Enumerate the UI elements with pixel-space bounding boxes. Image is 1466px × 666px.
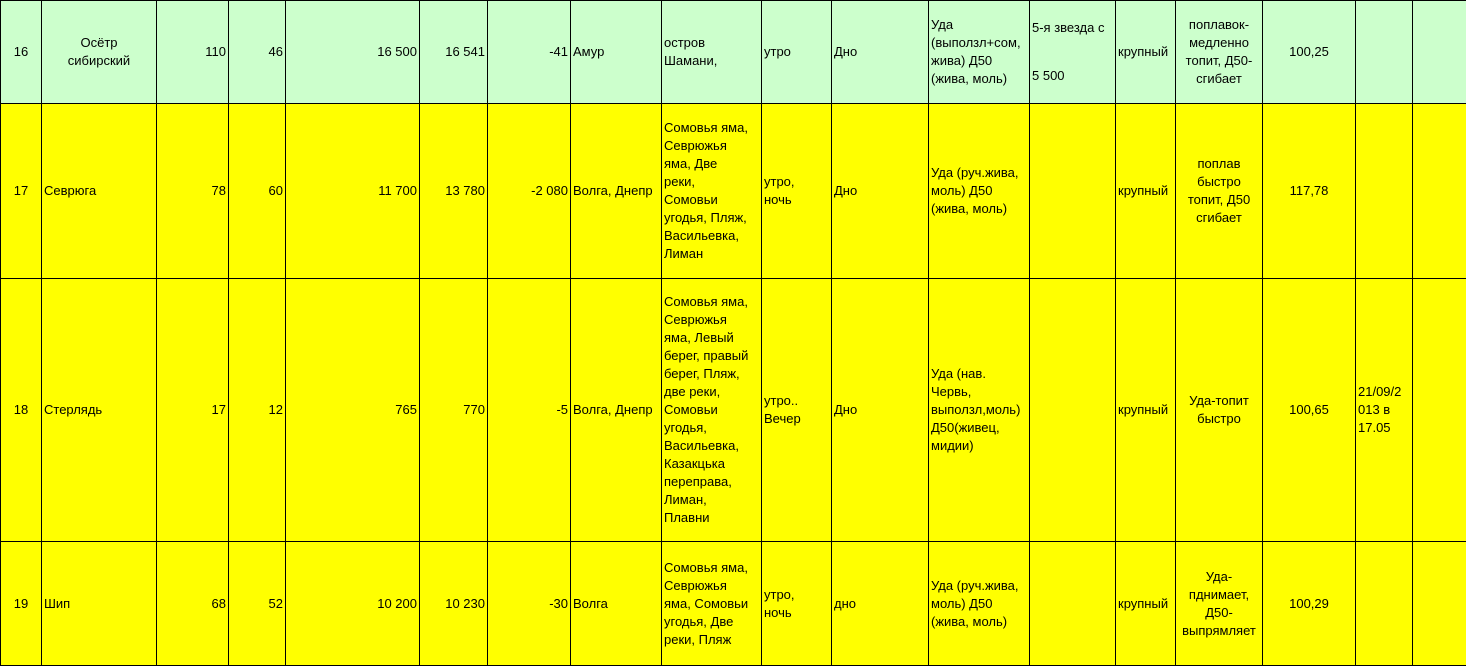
cell-date[interactable] <box>1356 1 1413 104</box>
cell-behavior[interactable]: Уда- пднимает, Д50- выпрямляет <box>1176 542 1263 666</box>
cell-v4[interactable]: 770 <box>420 279 488 542</box>
cell-name[interactable]: Стерлядь <box>42 279 157 542</box>
cell-time[interactable]: утро <box>762 1 832 104</box>
cell-v4[interactable]: 16 541 <box>420 1 488 104</box>
cell-river[interactable]: Волга, Днепр <box>571 279 662 542</box>
cell-depth[interactable]: дно <box>832 542 929 666</box>
cell-num[interactable]: 17 <box>1 104 42 279</box>
cell-v3[interactable]: 16 500 <box>286 1 420 104</box>
table-row <box>1 279 1466 542</box>
cell-extra[interactable] <box>1413 104 1466 279</box>
cell-v1[interactable]: 17 <box>157 279 229 542</box>
cell-v1[interactable]: 68 <box>157 542 229 666</box>
cell-v3[interactable]: 765 <box>286 279 420 542</box>
cell-places[interactable]: Сомовья яма, Севрюжья яма, Сомовьи угодья, Две реки, Пляж <box>662 542 762 666</box>
cell-tackle[interactable]: Уда (руч.жива, моль) Д50 (жива, моль) <box>929 104 1030 279</box>
cell-v3[interactable]: 11 700 <box>286 104 420 279</box>
cell-behavior[interactable]: поплавок- медленно топит, Д50- сгибает <box>1176 1 1263 104</box>
cell-num[interactable]: 18 <box>1 279 42 542</box>
cell-date[interactable]: 21/09/2 013 в 17.05 <box>1356 279 1413 542</box>
cell-extra[interactable] <box>1413 1 1466 104</box>
cell-behavior[interactable]: Уда-топит быстро <box>1176 279 1263 542</box>
cell-places[interactable]: Сомовья яма, Севрюжья яма, Левый берег, правый берег, Пляж, две реки, Сомовьи угодья, Васильевка, Казакцька переправа, Лиман, Плавни <box>662 279 762 542</box>
cell-diff[interactable]: -2 080 <box>488 104 571 279</box>
cell-size[interactable]: крупный <box>1116 1 1176 104</box>
cell-num[interactable]: 16 <box>1 1 42 104</box>
cell-ratio[interactable]: 100,65 <box>1263 279 1356 542</box>
cell-ratio[interactable]: 100,25 <box>1263 1 1356 104</box>
cell-river[interactable]: Волга, Днепр <box>571 104 662 279</box>
cell-v4[interactable]: 13 780 <box>420 104 488 279</box>
cell-diff[interactable]: -41 <box>488 1 571 104</box>
cell-v2[interactable]: 46 <box>229 1 286 104</box>
cell-v2[interactable]: 12 <box>229 279 286 542</box>
cell-v2[interactable]: 52 <box>229 542 286 666</box>
cell-extra[interactable] <box>1413 279 1466 542</box>
cell-depth[interactable]: Дно <box>832 1 929 104</box>
cell-diff[interactable]: -30 <box>488 542 571 666</box>
cell-name[interactable]: Осётр сибирский <box>42 1 157 104</box>
cell-time[interactable]: утро, ночь <box>762 542 832 666</box>
cell-size[interactable]: крупный <box>1116 104 1176 279</box>
cell-tackle[interactable]: Уда (выползл+сом, жива) Д50 (жива, моль) <box>929 1 1030 104</box>
cell-tackle[interactable]: Уда (нав. Червь, выползл,моль) Д50(живец, мидии) <box>929 279 1030 542</box>
cell-size[interactable]: крупный <box>1116 542 1176 666</box>
cell-v2[interactable]: 60 <box>229 104 286 279</box>
cell-places[interactable]: остров Шамани, <box>662 1 762 104</box>
cell-river[interactable]: Волга <box>571 542 662 666</box>
cell-star-bottom: 5 500 <box>1032 67 1113 85</box>
cell-size[interactable]: крупный <box>1116 279 1176 542</box>
cell-name[interactable]: Шип <box>42 542 157 666</box>
table-row <box>1 1 1466 104</box>
cell-places[interactable]: Сомовья яма, Севрюжья яма, Две реки, Сомовьи угодья, Пляж, Васильевка, Лиман <box>662 104 762 279</box>
cell-star[interactable] <box>1030 279 1116 542</box>
cell-v4[interactable]: 10 230 <box>420 542 488 666</box>
cell-v1[interactable]: 110 <box>157 1 229 104</box>
cell-tackle[interactable]: Уда (руч.жива, моль) Д50 (жива, моль) <box>929 542 1030 666</box>
cell-behavior[interactable]: поплав быстро топит, Д50 сгибает <box>1176 104 1263 279</box>
cell-v1[interactable]: 78 <box>157 104 229 279</box>
table-row <box>1 542 1466 666</box>
cell-time[interactable]: утро, ночь <box>762 104 832 279</box>
cell-star[interactable] <box>1030 104 1116 279</box>
cell-name[interactable]: Севрюга <box>42 104 157 279</box>
cell-depth[interactable]: Дно <box>832 279 929 542</box>
cell-ratio[interactable]: 100,29 <box>1263 542 1356 666</box>
cell-extra[interactable] <box>1413 542 1466 666</box>
cell-time[interactable]: утро.. Вечер <box>762 279 832 542</box>
cell-star[interactable] <box>1030 1 1116 104</box>
cell-date[interactable] <box>1356 542 1413 666</box>
cell-depth[interactable]: Дно <box>832 104 929 279</box>
cell-star[interactable] <box>1030 542 1116 666</box>
cell-num[interactable]: 19 <box>1 542 42 666</box>
cell-diff[interactable]: -5 <box>488 279 571 542</box>
cell-river[interactable]: Амур <box>571 1 662 104</box>
table-row <box>1 104 1466 279</box>
cell-date[interactable] <box>1356 104 1413 279</box>
cell-ratio[interactable]: 117,78 <box>1263 104 1356 279</box>
cell-star-top: 5-я звезда с <box>1032 19 1113 37</box>
cell-v3[interactable]: 10 200 <box>286 542 420 666</box>
